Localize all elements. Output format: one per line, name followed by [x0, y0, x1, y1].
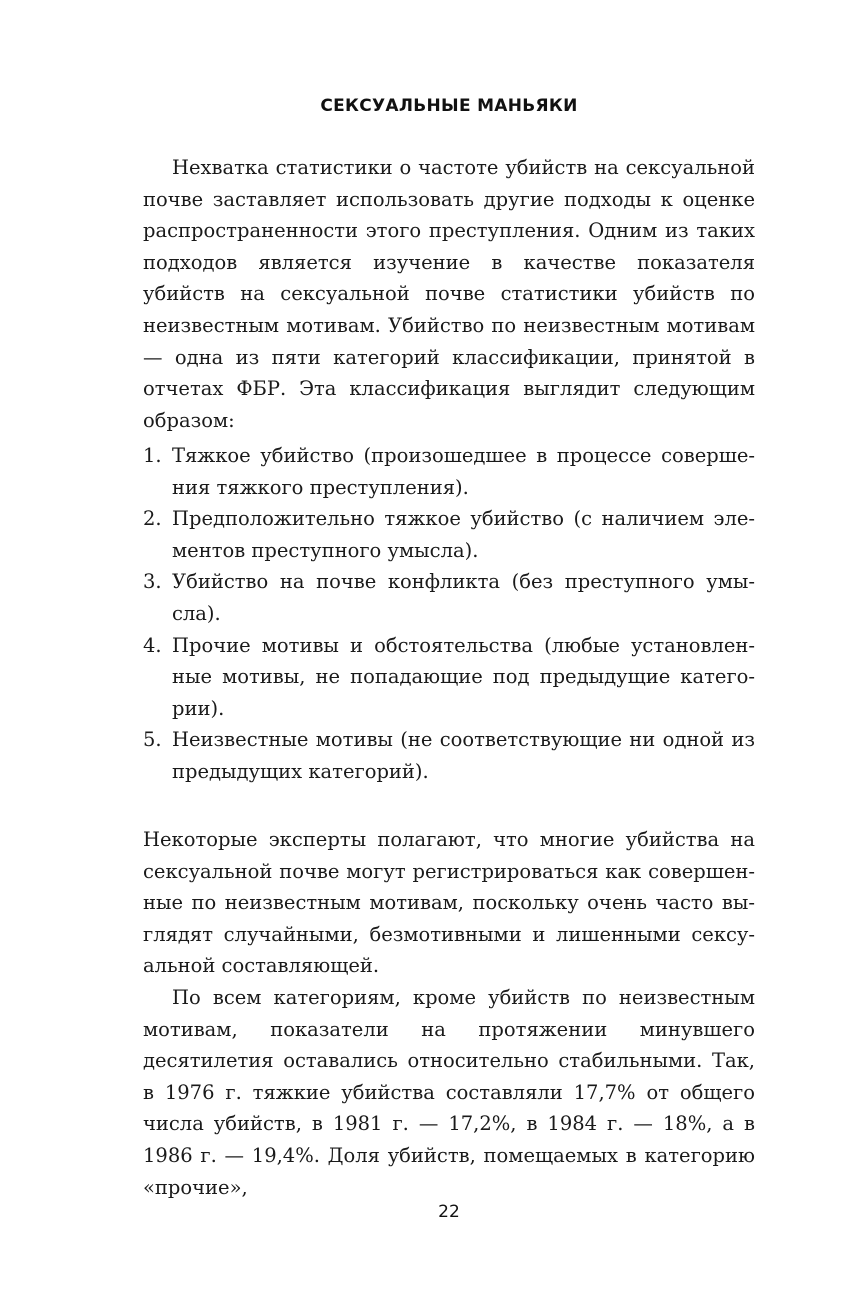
- list-item-text: Неизвестные мотивы (не соответствующие ни одной из предыдущих категорий).: [172, 728, 755, 783]
- paragraph-intro-block: [143, 152, 755, 436]
- running-title: СЕКСУАЛЬНЫЕ МАНЬЯКИ: [320, 96, 578, 116]
- classification-list-block: [143, 440, 755, 788]
- list-item-text: Убийство на почве конфликта (без преступного умысла).: [172, 570, 755, 625]
- list-item-number: 4.: [143, 633, 162, 657]
- paragraph-statistics: По всем категориям, кроме убийств по неизвестным мотивам, показатели на протяжении минувшего десятилетия оставались относительно стабильными. Так, в 1976 г. тяжкие убийства составляли 17,7% от общего числа убийств, в 1981 г. — 17,2%, в 1984 г. — 18%, а в 1986 г. — 19,4%. Доля убийств, помещаемых в категорию «прочие»,: [143, 985, 755, 1199]
- list-item: [143, 566, 755, 629]
- page-number: 22: [438, 1202, 460, 1222]
- list-item-number: 2.: [143, 507, 162, 531]
- list-item-text: Прочие мотивы и обстоятельства (любые установленные мотивы, не попадающие под предыдущие категории).: [172, 633, 755, 720]
- list-item-text: Предположительно тяжкое убийство (с наличием элементов преступного умысла).: [172, 507, 755, 562]
- classification-list: [143, 440, 755, 788]
- list-item-number: 5.: [143, 728, 162, 752]
- list-item-text: Тяжкое убийство (произошедшее в процессе совершения тяжкого преступления).: [172, 444, 755, 499]
- list-item: [143, 630, 755, 725]
- list-item-number: 1.: [143, 444, 162, 467]
- list-item: [143, 440, 755, 503]
- book-page: [143, 0, 755, 1312]
- list-item: [143, 724, 755, 787]
- paragraph-intro: Нехватка статистики о частоте убийств на сексуальной почве заставляет использовать другие подходы к оценке распространенности этого преступления. Одним из таких подходов является изучение в качестве показателя убийств на сексуальной почве статистики убийств по неизвестным мотивам. Убийство по неизвестным мотивам — одна из пяти категорий классификации, принятой в отчетах ФБР. Эта классификация выглядит следующим образом:: [143, 156, 755, 432]
- list-item-number: 3.: [143, 570, 162, 594]
- paragraph-experts-block: [143, 824, 755, 1203]
- list-item: [143, 503, 755, 566]
- paragraph-experts: Некоторые эксперты полагают, что многие убийства на сексуальной почве могут регистрироваться как совершенные по неизвестным мотивам, поскольку очень часто выглядят случайными, безмотивными и лишенными сексуальной составляющей.: [143, 828, 755, 978]
